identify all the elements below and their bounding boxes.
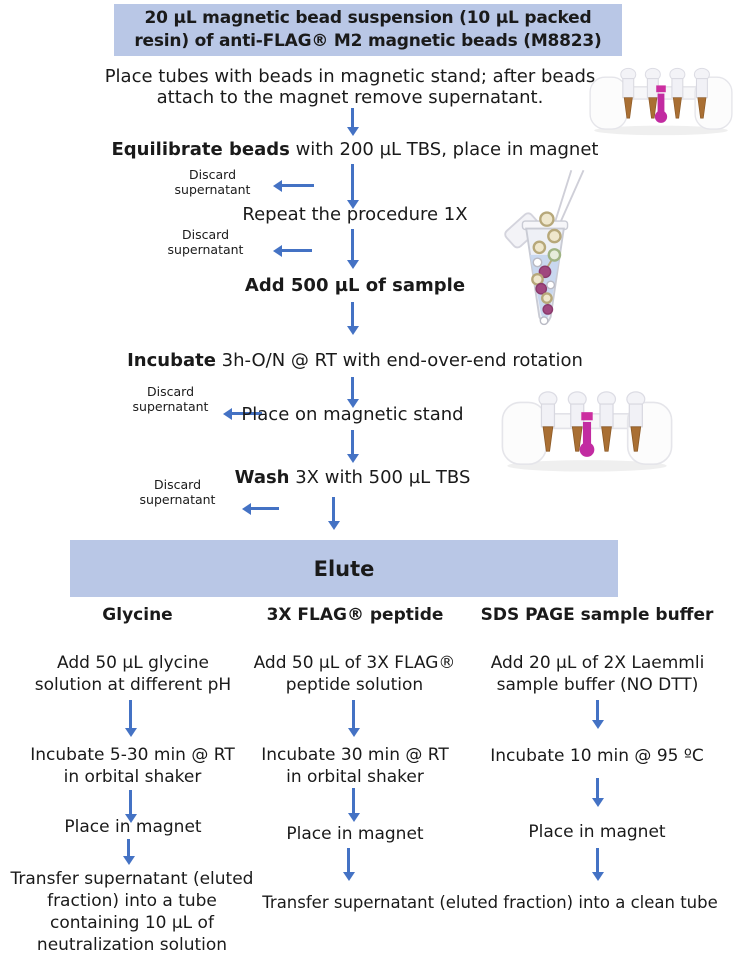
flow-arrow-down — [596, 700, 599, 720]
step-place-tubes: Place tubes with beads in magnetic stand; after beads attach to the magnet remove supernatant. — [104, 66, 596, 108]
column-step: Incubate 5-30 min @ RT in orbital shaker — [30, 745, 235, 787]
column-header-sds-page: SDS PAGE sample buffer — [480, 605, 714, 625]
flow-arrow-down — [351, 302, 354, 326]
header-box-label: 20 µL magnetic bead suspension (10 µL packed resin) of anti-FLAG® M2 magnetic beads (M8823) — [134, 8, 602, 51]
tube-image — [498, 168, 592, 338]
flow-arrow-down — [129, 790, 132, 814]
column-step: Add 50 µL glycine solution at different pH — [34, 653, 232, 695]
discard-supernatant-label: Discard supernatant — [139, 477, 216, 507]
discard-supernatant-label: Discard supernatant — [167, 227, 244, 257]
header-box — [114, 4, 622, 56]
discard-arrow-left — [282, 184, 314, 187]
elute-banner — [70, 540, 618, 597]
flow-arrow-down — [127, 839, 130, 856]
column-step: Add 50 µL of 3X FLAG® peptide solution — [253, 653, 456, 695]
magnetic-stand-image — [487, 378, 687, 474]
discard-supernatant-label: Discard supernatant — [174, 167, 251, 197]
step-equilibrate-bold: Equilibrate beads — [111, 139, 290, 160]
step-wash-rest: 3X with 500 µL TBS — [295, 467, 471, 488]
flow-arrow-down — [596, 848, 599, 872]
flow-arrow-down — [347, 848, 350, 872]
column-step: Place in magnet — [286, 824, 424, 844]
flow-arrow-down — [351, 108, 354, 127]
flow-arrow-down — [351, 377, 354, 399]
step-incubate — [40, 350, 670, 371]
column-step: Add 20 µL of 2X Laemmli sample buffer (NO DTT) — [490, 653, 705, 695]
column-header-glycine: Glycine — [102, 605, 173, 625]
column-step: Incubate 10 min @ 95 ºC — [490, 746, 704, 766]
stand-magnet-handle — [580, 412, 595, 457]
column-step: Place in magnet — [64, 817, 202, 837]
column-header-flag-peptide: 3X FLAG® peptide — [266, 605, 444, 625]
column-step: Place in magnet — [528, 822, 666, 842]
step-incubate-bold: Incubate — [127, 350, 216, 371]
flow-arrow-down — [351, 430, 354, 454]
step-equilibrate — [60, 139, 650, 160]
step-incubate-rest: 3h-O/N @ RT with end-over-end rotation — [221, 350, 583, 371]
flow-arrow-down — [351, 164, 354, 200]
flow-arrow-down — [352, 788, 355, 813]
step-repeat: Repeat the procedure 1X — [242, 204, 468, 225]
flow-arrow-down — [332, 497, 335, 521]
flow-arrow-down — [352, 700, 355, 728]
step-equilibrate-rest: with 200 µL TBS, place in magnet — [295, 139, 599, 160]
step-wash-bold: Wash — [234, 467, 290, 488]
discard-arrow-left — [251, 507, 279, 510]
magnetic-stand-image — [586, 56, 736, 138]
discard-supernatant-label: Discard supernatant — [132, 384, 209, 414]
flow-arrow-down — [351, 229, 354, 260]
step-place-on-stand: Place on magnetic stand — [241, 404, 464, 425]
step-add-sample: Add 500 µL of sample — [244, 275, 466, 296]
flow-arrow-down — [596, 778, 599, 798]
discard-arrow-left — [282, 249, 312, 252]
column-step: Incubate 30 min @ RT in orbital shaker — [261, 745, 449, 787]
flow-arrow-down — [129, 700, 132, 728]
column-step: Transfer supernatant (eluted fraction) into a tube containing 10 µL of neutralization solution — [10, 869, 254, 955]
shared-final-step: Transfer supernatant (eluted fraction) into a clean tube — [262, 893, 718, 912]
elute-label: Elute — [313, 556, 375, 581]
stand-magnet-handle — [655, 85, 667, 123]
